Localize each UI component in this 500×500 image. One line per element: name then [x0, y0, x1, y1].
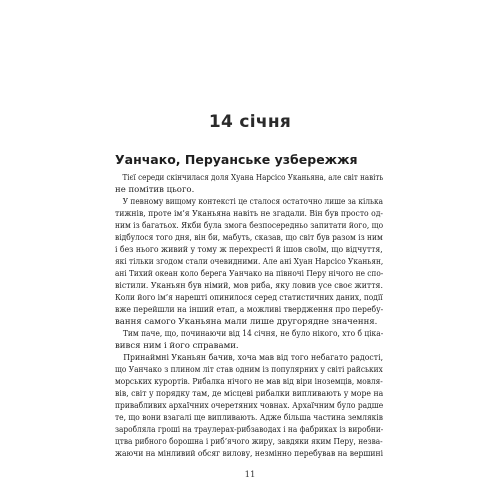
- paragraph-line: привабливих архаїчних очеретяних човнах. Архаїчним було радше: [115, 401, 384, 411]
- paragraph-line: відбулося того дня, він би, мабуть, сказав, що світ був разом із ним: [115, 233, 383, 243]
- paragraph-line: що Уанчако з плином літ став одним із популярних у світі райських: [115, 365, 383, 375]
- paragraph-line: вився ним і його справами.: [115, 341, 239, 351]
- paragraph-line: вів, світ у порядку там, де місцеві рибалки випливають у море на: [115, 389, 384, 399]
- paragraph-line: і без нього живий у тому ж перехресті й ішов своїм, що відчуття,: [115, 245, 383, 255]
- paragraph-line: заробляла гроші на траулерах-рибзаводах і на фабриках із виробни-: [115, 425, 384, 435]
- paragraph-line: вістили. Уканьян був німий, мов риба, яку ловив усе своє життя.: [115, 281, 383, 291]
- body-text: [115, 172, 383, 460]
- paragraph-line: не помітив цього.: [115, 185, 195, 195]
- paragraph-line: тижнів, проте ім’я Уканьяна навіть не згадали. Він був просто од-: [115, 209, 384, 219]
- section-heading: Уанчако, Перуанське узбережжя: [115, 152, 358, 167]
- paragraph-line: вання самого Уканьяна мали лише другорядне значення.: [115, 317, 378, 327]
- paragraph-line: цтва рибного борошна і риб’ячого жиру, завдяки яким Перу, незва-: [115, 437, 383, 447]
- paragraph-line: Коли його ім’я нарешті опинилося серед статистичних даних, події: [115, 293, 383, 303]
- paragraph-line: морських курортів. Рибалка нічого не мав від віри іноземців, мовля-: [115, 377, 383, 387]
- paragraph-line: Тим паче, що, починаючи від 14 січня, не було нікого, хто б ціка-: [122, 329, 384, 339]
- paragraph-line: У певному вищому контексті це сталося остаточно лише за кілька: [122, 197, 384, 207]
- paragraph-line: жаючи на мінливий обсяг вилову, незмінно перебував на вершині: [115, 449, 384, 459]
- paragraph-line: Тієї середи скінчилася доля Хуана Нарсісо Уканьяна, але світ навіть: [122, 173, 384, 183]
- paragraph-line: ним із багатьох. Якби була змога безпосередньо запитати його, що: [115, 221, 384, 231]
- paragraph-line: Принаймні Уканьян бачив, хоча мав від того небагато радості,: [123, 353, 384, 363]
- chapter-title: 14 січня: [208, 112, 292, 132]
- paragraph-line: ані Тихий океан коло берега Уанчако на півночі Перу нічого не спо-: [115, 269, 384, 279]
- paragraph-line: які тільки згодом стали очевидними. Але ані Хуан Нарсісо Уканьян,: [115, 257, 384, 267]
- paragraph-line: те, що вони взагалі ще випливають. Адже більша частина земляків: [115, 413, 383, 423]
- page-number: 11: [244, 470, 256, 480]
- paragraph-line: вже перейшли на інший етап, а можливі твердження про перебу-: [115, 305, 384, 315]
